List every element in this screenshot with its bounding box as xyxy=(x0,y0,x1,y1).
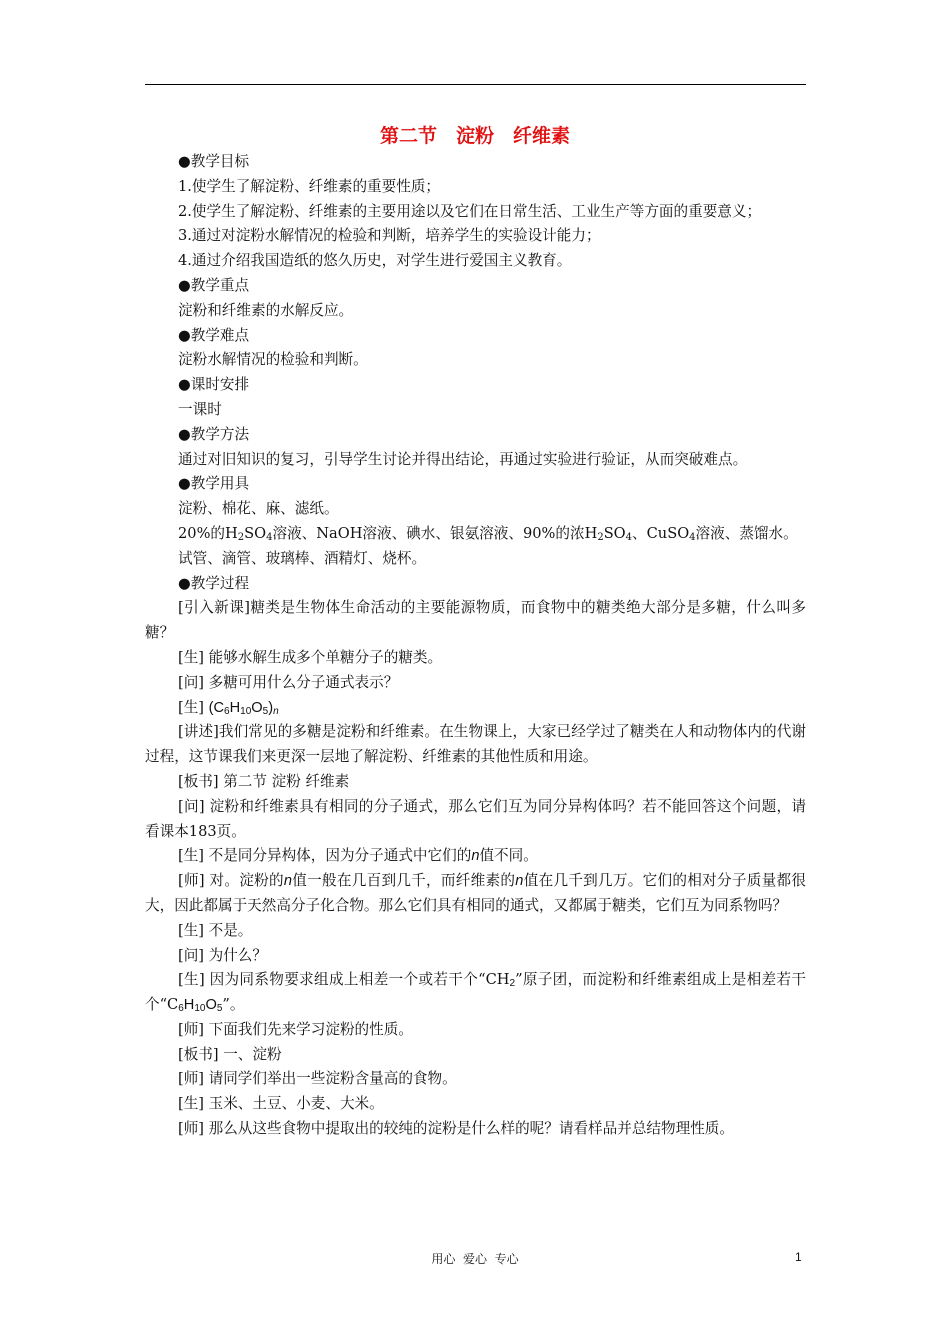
key-point-text: 淀粉和纤维素的水解反应。 xyxy=(178,301,354,319)
method-text: 通过对旧知识的复习，引导学生讨论并得出结论，再通过实验进行验证，从而突破难点。 xyxy=(178,450,748,468)
process-heading: ●教学过程 xyxy=(178,574,250,592)
student-answer: [生] 不是同分异构体，因为分子通式中它们的n值不同。 xyxy=(178,847,538,865)
teacher-remark: [师] 请同学们举出一些淀粉含量高的食物。 xyxy=(178,1070,457,1088)
process-intro: [引入新课]糖类是生物体生命活动的主要能源物质，而食物中的糖类绝大部分是多糖，什么叫多糖？ xyxy=(145,599,806,642)
blackboard-note: [板书] 第二节 淀粉 纤维素 xyxy=(178,772,350,790)
student-answer: [生] 能够水解生成多个单糖分子的糖类。 xyxy=(178,648,443,666)
teacher-remark: [师] 那么从这些食物中提取出的较纯的淀粉是什么样的呢？请看样品并总结物理性质。 xyxy=(178,1120,734,1138)
teacher-question: [问] 淀粉和纤维素具有相同的分子通式，那么它们互为同分异构体吗？若不能回答这个问题，请看课本183页。 xyxy=(145,797,806,840)
student-answer: [生] 玉米、土豆、小麦、大米。 xyxy=(178,1095,384,1113)
objective-item: 2.使学生了解淀粉、纤维素的主要用途以及它们在日常生活、工业生产等方面的重要意义； xyxy=(178,202,762,220)
student-answer: [生] 因为同系物要求组成上相差一个或若干个“$CH_2$”原子团，而淀粉和纤维素组成上是相差若干个“$C_6H_{10}O_5$”。 xyxy=(145,971,806,1015)
lecture-text: [讲述]我们常见的多糖是淀粉和纤维素。在生物课上，大家已经学过了糖类在人和动物体内的代谢过程，这节课我们来更深一层地了解淀粉、纤维素的其他性质和用途。 xyxy=(145,723,806,766)
student-answer: [生] 不是。 xyxy=(178,921,253,939)
objectives-heading: ●教学目标 xyxy=(178,153,250,170)
objective-item: 3.通过对淀粉水解情况的检验和判断，培养学生的实验设计能力； xyxy=(178,227,601,245)
tools-line-2: 20%的$H_2SO_4$溶液、NaOH溶液、碘水、银氨溶液、90%的浓$H_2SO_4$、CuSO$_4$溶液、蒸馏水。 xyxy=(178,524,798,543)
teacher-remark: [师] 下面我们先来学习淀粉的性质。 xyxy=(178,1020,413,1038)
teacher-remark: [师] 对。淀粉的n值一般在几百到几千，而纤维素的n值在几千到几万。它们的相对分子质量都很大，因此都属于天然高分子化合物。那么它们具有相同的通式，又都属于糖类，它们互为同系物吗？ xyxy=(145,872,806,914)
student-answer-formula: [生] $(C_6H_{10}O_5)_n$ xyxy=(178,698,279,717)
teacher-question: [问] 多糖可用什么分子通式表示？ xyxy=(178,673,399,691)
schedule-text: 一课时 xyxy=(178,400,222,418)
page-number: 1 xyxy=(795,1250,802,1264)
header-rule xyxy=(145,84,806,85)
difficulty-text: 淀粉水解情况的检验和判断。 xyxy=(178,351,368,369)
schedule-heading: ●课时安排 xyxy=(178,376,250,394)
tools-line-1: 淀粉、棉花、麻、滤纸。 xyxy=(178,500,339,518)
objective-item: 4.通过介绍我国造纸的悠久历史，对学生进行爱国主义教育。 xyxy=(178,252,572,270)
footer-motto: 用心 爱心 专心 xyxy=(431,1252,519,1266)
tools-line-3: 试管、滴管、玻璃棒、酒精灯、烧杯。 xyxy=(178,549,427,567)
page-title: 第二节 淀粉 纤维素 xyxy=(379,125,570,147)
key-point-heading: ●教学重点 xyxy=(178,276,250,294)
method-heading: ●教学方法 xyxy=(178,425,250,443)
tools-heading: ●教学用具 xyxy=(178,475,250,493)
difficulty-heading: ●教学难点 xyxy=(178,326,250,344)
document-body xyxy=(145,150,806,1142)
teacher-question: [问] 为什么？ xyxy=(178,946,267,964)
blackboard-note: [板书] 一、淀粉 xyxy=(178,1045,282,1063)
objective-item: 1.使学生了解淀粉、纤维素的重要性质； xyxy=(178,177,441,195)
